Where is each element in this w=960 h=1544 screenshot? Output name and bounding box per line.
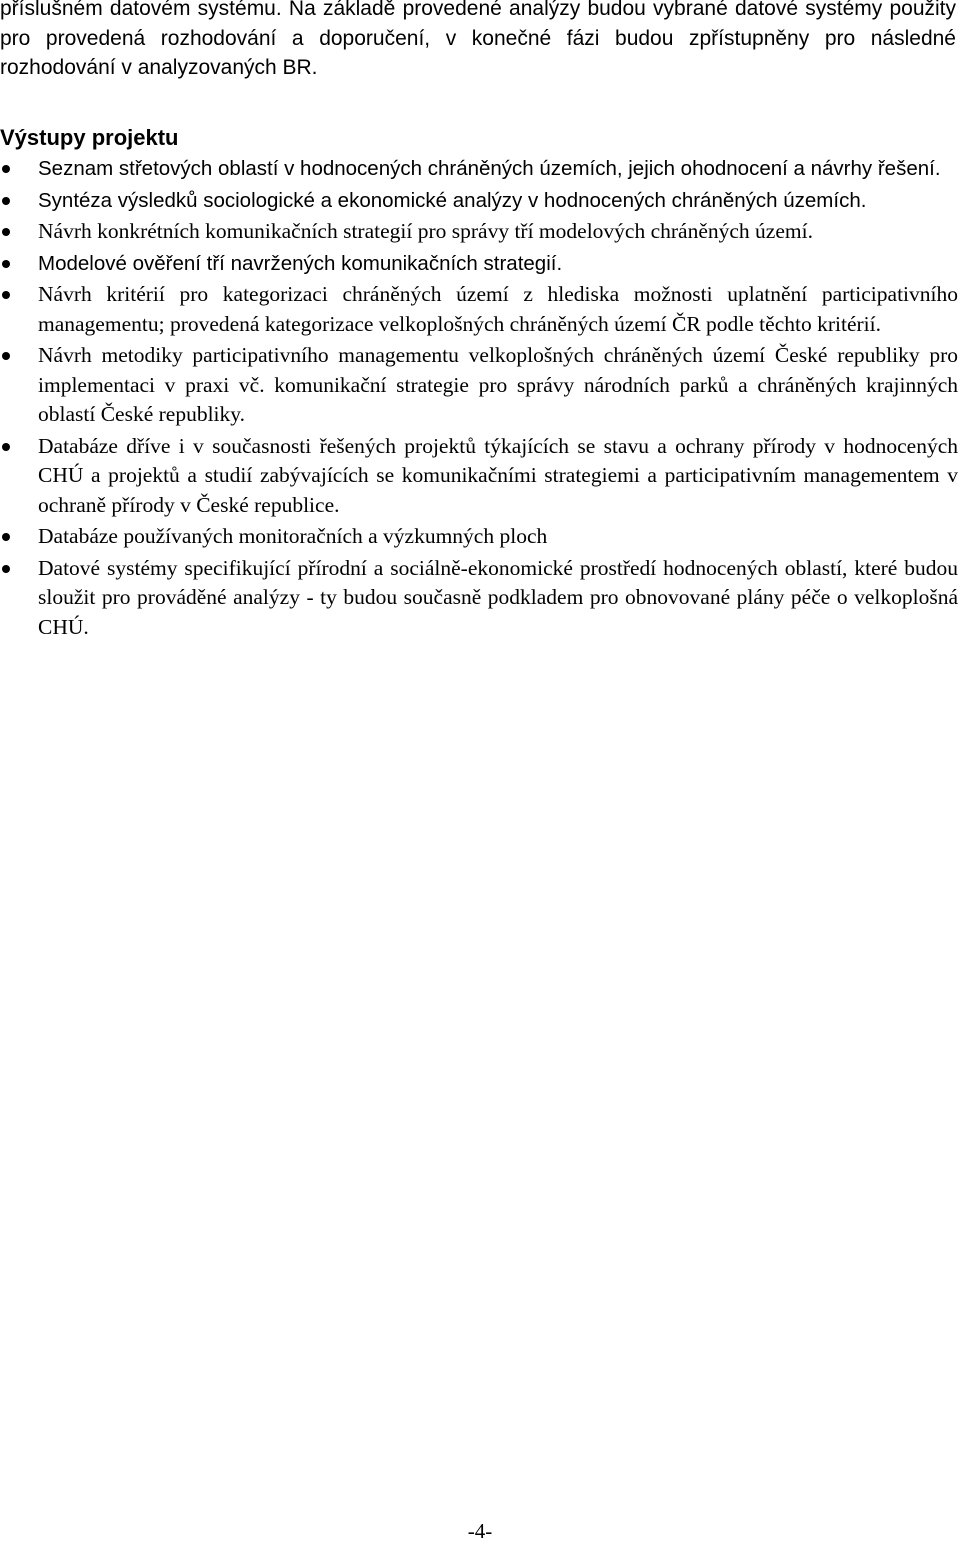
- bullet-icon: [2, 565, 10, 573]
- bullet-icon: [2, 260, 10, 268]
- list-item: [0, 280, 958, 339]
- list-item: [0, 522, 958, 552]
- list-item-text: Návrh konkrétních komunikačních strategií pro správy tří modelových chráněných území.: [38, 219, 813, 243]
- list-item-text: Databáze dříve i v současnosti řešených projektů týkajících se stavu a ochrany přírody v hodnocených CHÚ a projektů a studií zabývajících se komunikačními strategiemi a participativním managementem v ochraně přírody v České republice.: [38, 433, 958, 517]
- bullet-icon: [2, 352, 10, 360]
- list-item-text: Návrh metodiky participativního managementu velkoplošných chráněných území České republiky pro implementaci v praxi vč. komunikační strategie pro správy národních parků a chráněných krajinných oblastí České republiky.: [38, 343, 958, 426]
- list-item-text: Databáze používaných monitoračních a výzkumných ploch: [38, 524, 548, 548]
- section-heading: Výstupy projektu: [0, 125, 179, 150]
- bullet-icon: [2, 533, 10, 541]
- list-item: [0, 554, 958, 643]
- bullet-icon: [2, 443, 10, 451]
- bullet-icon: [2, 291, 10, 299]
- list-item: [0, 341, 958, 430]
- bullet-icon: [2, 165, 10, 173]
- list-item-text: Seznam střetových oblastí v hodnocených chráněných územích, jejich ohodnocení a návrhy řešení.: [38, 157, 941, 180]
- intro-paragraph: příslušném datovém systému. Na základě provedené analýzy budou vybrané datové systémy použity pro provedená rozhodování a doporučení, v konečné fázi budou zpřístupněny pro následné rozhodování v analyzovaných BR.: [0, 0, 956, 79]
- list-item-text: Modelové ověření tří navržených komunikačních strategií.: [38, 251, 563, 275]
- outputs-list: [0, 154, 958, 642]
- list-item: [0, 186, 958, 216]
- list-item-text: Syntéza výsledků sociologické a ekonomické analýzy v hodnocených chráněných územích.: [38, 188, 867, 212]
- list-item: [0, 249, 958, 279]
- list-item-text: Datové systémy specifikující přírodní a sociálně-ekonomické prostředí hodnocených oblastí, které budou sloužit pro prováděné analýzy - ty budou současně podkladem pro obnovované plány péče o velkoplošná CHÚ.: [38, 555, 958, 639]
- page-number: -4-: [467, 1519, 493, 1543]
- list-item: [0, 432, 958, 521]
- bullet-icon: [2, 197, 10, 205]
- list-item-text: Návrh kritérií pro kategorizaci chráněných území z hlediska možnosti uplatnění participativního managementu; provedená kategorizace velkoplošných chráněných území ČR podle těchto kritérií.: [38, 282, 958, 336]
- list-item: [0, 154, 958, 184]
- list-item: [0, 217, 958, 247]
- bullet-icon: [2, 228, 10, 236]
